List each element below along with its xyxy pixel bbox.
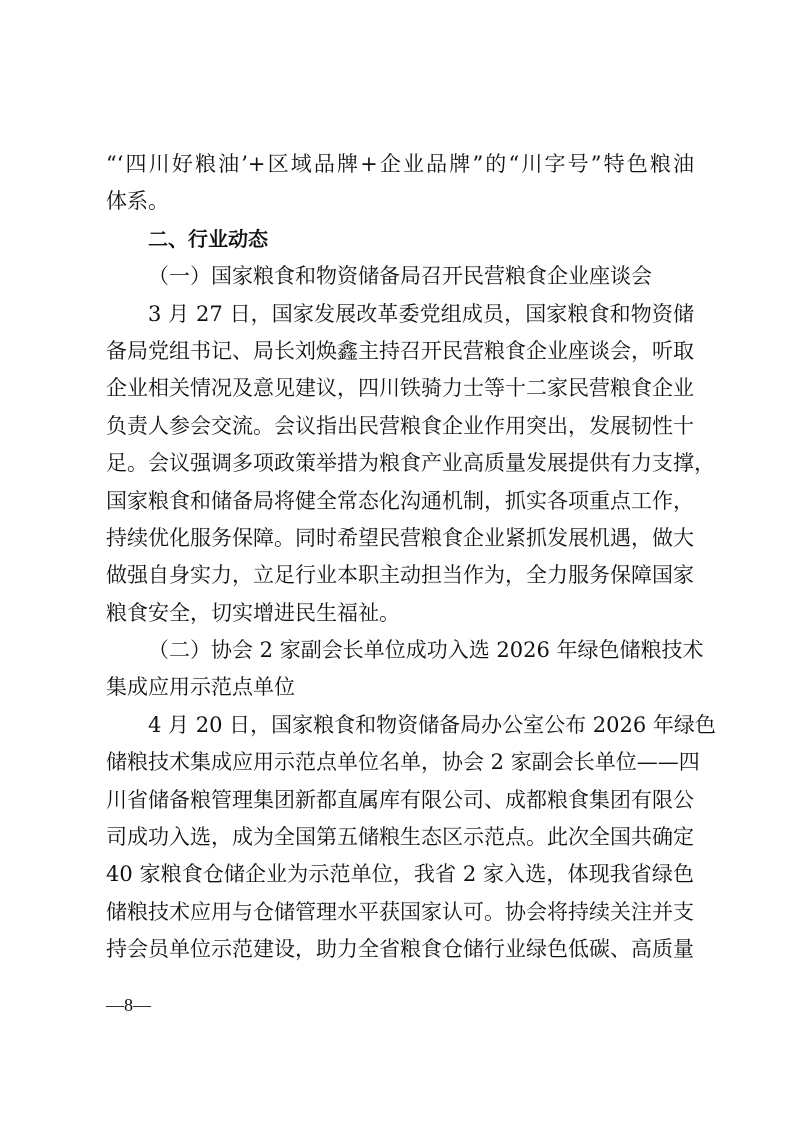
text-line: 持续优化服务保障。同时希望民营粮食企业紧抓发展机遇，做大 [106,525,694,550]
text-line: 粮食安全，切实增进民生福祉。 [106,600,400,625]
text-line: 40 家粮食仓储企业为示范单位，我省 2 家入选，体现我省绿色 [106,862,694,887]
subsection-title-1: （一）国家粮食和物资储备局召开民营粮食企业座谈会 [148,264,652,289]
text-line: 负责人参会交流。会议指出民营粮食企业作用突出，发展韧性十 [106,413,694,438]
page-number: —8— [106,995,151,1015]
document-body [106,146,716,969]
text-line: 储粮技术集成应用示范点单位名单，协会 2 家副会长单位——四 [106,750,700,775]
paragraph-2 [106,707,716,969]
text-line: 体系。 [106,189,169,214]
text-line: 川省储备粮管理集团新都直属库有限公司、成都粮食集团有限公 [106,787,694,812]
text-line: 4 月 20 日，国家粮食和物资储备局办公室公布 2026 年绿色 [148,712,716,737]
text-line: 司成功入选，成为全国第五储粮生态区示范点。此次全国共确定 [106,825,694,850]
paragraph-1 [106,296,715,633]
text-line: “‘四川好粮油’+区域品牌+企业品牌”的“川字号”特色粮油 [106,152,694,176]
text-line: 备局党组书记、局长刘焕鑫主持召开民营粮食企业座谈会，听取 [106,338,694,363]
text-line: （二）协会 2 家副会长单位成功入选 2026 年绿色储粮技术 [148,638,704,663]
text-line: 企业相关情况及意见建议，四川铁骑力士等十二家民营粮食企业 [106,376,694,401]
section-heading: 二、行业动态 [148,226,268,251]
subsection-title-2 [106,632,704,707]
text-line: 足。会议强调多项政策举措为粮食产业高质量发展提供有力支撑， [106,451,715,476]
text-line: 国家粮食和储备局将健全常态化沟通机制，抓实各项重点工作， [106,488,694,513]
text-line: 3 月 27 日，国家发展改革委党组成员，国家粮食和物资储 [148,301,694,326]
text-line: 持会员单位示范建设，助力全省粮食仓储行业绿色低碳、高质量 [106,937,694,962]
text-line: 集成应用示范点单位 [106,675,295,700]
text-line: 做强自身实力，立足行业本职主动担当作为，全力服务保障国家 [106,563,694,588]
paragraph-continuation [106,146,694,221]
text-line: 储粮技术应用与仓储管理水平获国家认可。协会将持续关注并支 [106,899,694,924]
